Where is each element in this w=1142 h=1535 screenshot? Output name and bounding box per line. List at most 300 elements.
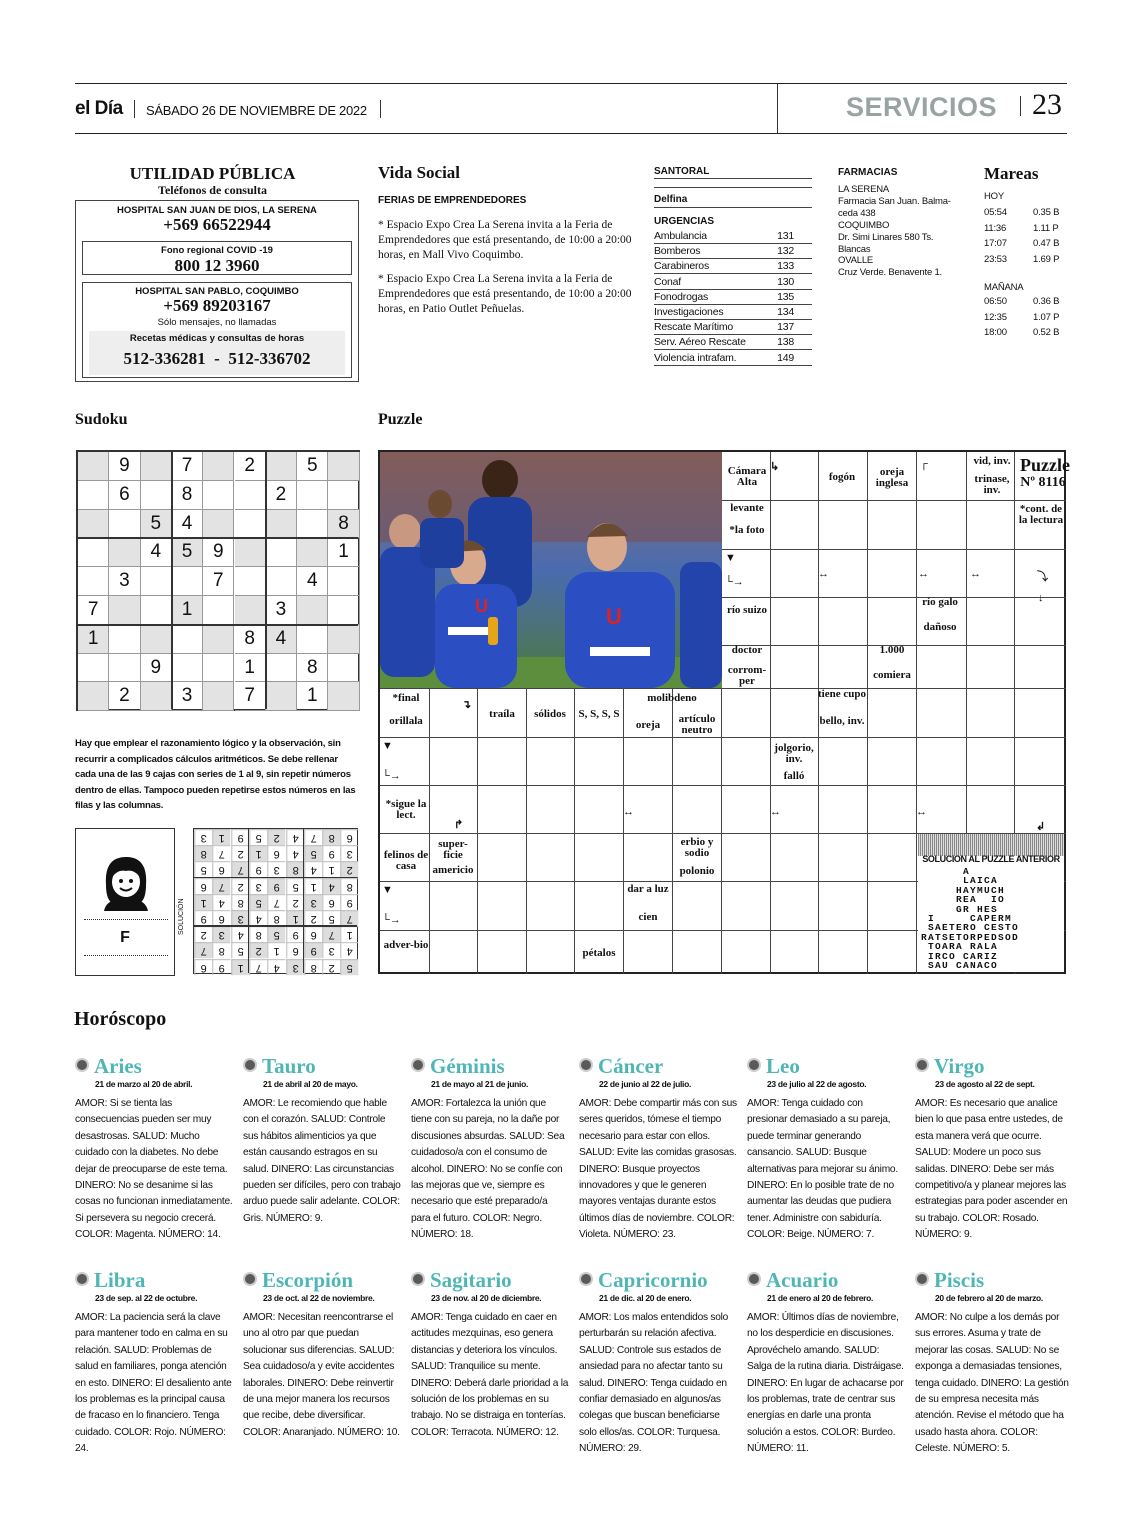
urgencia-number: 132 (777, 245, 794, 258)
solution-cell: 5 (249, 894, 267, 910)
puzzle-clue: bello, inv. (819, 715, 865, 727)
sudoku-instructions: Hay que emplear el razonamiento lógico y la observación, sin recurrir a complicados cálculos aritméticos. Se debe rellenar cada una de las 9 cajas con series de 1 al 9, sin repetir números dentro de ellas. Tampoco pueden repetirse estos números en las filas y las columnas. (75, 738, 356, 811)
vida-social-title: Vida Social (378, 163, 461, 182)
sudoku-cell (266, 510, 297, 539)
solution-cell: 6 (194, 878, 212, 894)
solution-header-pattern (918, 834, 1064, 856)
farmacia-line: Blancas (838, 243, 871, 255)
sign-text: AMOR: Los malos entendidos solo perturbarán su relación afectiva. SALUD: Controle sus estados de ansiedad para no afectar tanto su salud. DINERO: Tenga cuidado en confiar demasiado en algunos/as colegas que buscan beneficiarse solo ellos/as. COLOR: Turquesa. NÚMERO: 29. (579, 1312, 729, 1455)
marea-time: 17:07 (984, 238, 1007, 249)
solution-cell: 7 (267, 894, 285, 910)
puzzle-clue: corrom-per (727, 664, 767, 687)
utilidad-subtitle: Teléfonos de consulta (158, 183, 267, 197)
puzzle-clue: adver-bio (383, 939, 429, 951)
arrow-icon: ↔ (918, 568, 929, 580)
recetas-label: Recetas médicas y consultas de horas (129, 333, 305, 344)
solution-box-rule (194, 925, 357, 927)
arrow-icon: ↔ (818, 568, 829, 580)
sudoku-cell (328, 625, 359, 654)
sign-name: Libra (94, 1268, 146, 1292)
sudoku-cell (297, 596, 328, 625)
arrow-icon: ▼ (382, 884, 393, 896)
puzzle-grid-line (574, 688, 575, 974)
sudoku-cell: 4 (172, 510, 203, 539)
sudoku-cell (78, 682, 109, 711)
puzzle-clue: levante (730, 502, 764, 514)
sign-date: 21 de dic. al 20 de enero. (599, 1293, 692, 1303)
arrow-icon: ↔ (970, 568, 981, 580)
urgencia-name: Carabineros (654, 260, 709, 273)
solution-cell: 2 (231, 878, 249, 894)
sign-date: 21 de enero al 20 de febrero. (767, 1293, 874, 1303)
rule (654, 273, 812, 274)
arrow-icon: ↲ (1036, 821, 1046, 833)
puzzle-clue: comiera (873, 669, 911, 681)
solution-cell: 2 (231, 845, 249, 861)
header-date: SÁBADO 26 DE NOVIEMBRE DE 2022 (146, 103, 367, 118)
marea-time: 18:00 (984, 327, 1007, 338)
sudoku-cell (141, 625, 172, 654)
solution-cell: 6 (212, 861, 230, 877)
solution-cell: 8 (322, 829, 340, 845)
solucion-label: SOLUCIÓN (178, 898, 185, 935)
marea-value: 0.35 B (1033, 207, 1060, 218)
puzzle-clue: río galo (922, 596, 958, 608)
rule (654, 365, 812, 366)
sudoku-cell: 2 (266, 481, 297, 510)
sign-text: AMOR: Debe compartir más con sus seres queridos, tómese el tiempo necesario para estar con ellos. SALUD: Evite las comidas grasosas. DINERO: Busque proyectos innovadores y que le generen mayores ventajas durante estos últimos días de noviembre. COLOR: Violeta. NÚMERO: 23. (579, 1098, 737, 1241)
sudoku-solution-grid (193, 828, 358, 974)
arrow-icon: └→ (382, 914, 401, 926)
puzzle-grid-line (380, 737, 1066, 738)
solution-cell: 6 (304, 926, 322, 942)
arrow-icon: ┌ (920, 458, 928, 470)
solution-cell: 2 (304, 910, 322, 926)
solution-cell: 1 (322, 861, 340, 877)
puzzle-grid-line (477, 688, 478, 974)
rule (654, 304, 812, 305)
puzzle-grid-line (867, 452, 868, 974)
hospital-1-name: HOSPITAL SAN JUAN DE DIOS, LA SERENA (117, 205, 317, 216)
horoscopo-title: Horóscopo (74, 1008, 167, 1030)
arrow-icon: ↔ (916, 806, 927, 818)
puzzle-solution-row: LAICA (921, 875, 1006, 887)
puzzle-solution-box (918, 834, 1064, 972)
header-top-rule (75, 83, 1067, 84)
farmacia-line: ceda 438 (838, 207, 876, 219)
sudoku-cell: 2 (235, 452, 266, 481)
soccer-photo (380, 452, 722, 688)
sudoku-cell: 8 (172, 481, 203, 510)
puzzle-clue: dar a luz (627, 883, 669, 895)
solution-cell: 5 (340, 959, 358, 975)
solution-cell: 2 (322, 959, 340, 975)
sudoku-cell (109, 654, 140, 683)
puzzle-clue: falló (783, 770, 805, 782)
puzzle-grid-line (818, 452, 819, 974)
sudoku-cell: 1 (297, 682, 328, 711)
urgencia-number: 131 (777, 230, 794, 242)
sudoku-cell (78, 538, 109, 567)
sudoku-cell: 5 (172, 538, 203, 567)
sign-date: 23 de oct. al 22 de noviembre. (263, 1293, 375, 1303)
solution-cell: 9 (212, 959, 230, 975)
sudoku-cell (297, 538, 328, 567)
solution-cell: 7 (231, 861, 249, 877)
sudoku-cell: 3 (172, 682, 203, 711)
arrow-icon: ↔ (623, 806, 634, 818)
puzzle-clue: trinase, inv. (974, 473, 1010, 496)
puzzle-clue: sólidos (534, 708, 566, 720)
zodiac-sagitario-icon (411, 1272, 425, 1286)
sign-date: 23 de agosto al 22 de sept. (935, 1079, 1035, 1089)
rule (654, 258, 812, 259)
puzzle-grid-line (722, 500, 1066, 501)
covid-box (82, 241, 352, 275)
zodiac-virgo-icon (915, 1058, 929, 1072)
puzzle-solution-row: SAETERO CESTO (921, 922, 1020, 934)
sudoku-box-rule (265, 452, 267, 709)
header-bottom-rule (75, 133, 1067, 134)
woman-face-icon (96, 851, 156, 911)
marea-time: 23:53 (984, 253, 1007, 265)
solution-cell: 9 (249, 861, 267, 877)
solution-cell: 4 (249, 910, 267, 926)
solution-cell: 2 (340, 861, 358, 877)
solution-cell: 9 (304, 942, 322, 958)
puzzle-grid-line (429, 688, 430, 974)
horoscope-libra (75, 1268, 233, 1468)
marea-value: 1.07 P (1033, 311, 1060, 323)
solution-box-rule (303, 829, 305, 973)
sudoku-cell (203, 510, 234, 539)
solution-cell: 9 (322, 845, 340, 861)
solution-cell: 1 (267, 942, 285, 958)
puzzle-grid-line (380, 688, 1066, 689)
solution-cell: 7 (212, 845, 230, 861)
sign-text: AMOR: Fortalezca la unión que tiene con su pareja, no la dañe por discusiones absurdas. SALUD: Sea cuidadoso/a con el consumo de alcohol. DINERO: No se confíe con las mejoras que ve, siempre es necesario que esté preparado/a para el futuro. COLOR: Negro. NÚMERO: 18. (411, 1098, 565, 1241)
sudoku-cell (266, 654, 297, 683)
sudoku-cell (141, 682, 172, 711)
solution-cell: 2 (194, 926, 212, 942)
sudoku-cell (78, 567, 109, 596)
sudoku-cell (78, 654, 109, 683)
marea-value: 0.52 B (1033, 327, 1060, 338)
urgencia-number: 135 (777, 290, 794, 303)
solution-cell: 9 (231, 829, 249, 845)
puzzle-clue: Cámara Alta (727, 465, 767, 488)
puzzle-clue: traíla (489, 708, 515, 720)
urgencia-name: Violencia intrafam. (654, 351, 737, 364)
puzzle-grid-line (721, 688, 722, 974)
solution-cell: 3 (322, 942, 340, 958)
puzzle-clue: americio (432, 864, 474, 876)
sign-text: AMOR: Si se tienta las consecuencias pueden ser muy desastrosas. SALUD: Mucho cuidado con la diabetes. No debe dejar de preocuparse de este tema. DINERO: No se desanime si las cosas no funcionan inmediatamente. Si persevera su negocio crecerá. COLOR: Magenta. NÚMERO: 14. (75, 1098, 233, 1241)
sign-date: 23 de nov. al 20 de diciembre. (431, 1293, 542, 1303)
sign-text: AMOR: Le recomiendo que hable con el corazón. SALUD: Controle sus hábitos alimenticios ya que están causando estragos en su salud. DINERO: Las circunstancias pueden ser difíciles, pero con trabajo arduo puede salir adelante. COLOR: Gris. NÚMERO: 9. (243, 1098, 401, 1224)
farmacia-line: LA SERENA (838, 184, 890, 195)
sudoku-cell (235, 567, 266, 596)
solution-cell: 5 (286, 878, 304, 894)
puzzle-number: Nº 8116 (1020, 475, 1066, 490)
solution-cell: 6 (322, 894, 340, 910)
utilidad-title: UTILIDAD PÚBLICA (129, 164, 296, 183)
sudoku-cell (203, 452, 234, 481)
puzzle-clue: pétalos (582, 947, 616, 959)
urgencia-row (654, 352, 812, 364)
solution-cell: 9 (194, 910, 212, 926)
solution-cell: 6 (267, 845, 285, 861)
solution-cell: 8 (212, 942, 230, 958)
sudoku-cell (266, 567, 297, 596)
solution-cell: 8 (194, 845, 212, 861)
puzzle-solution-row: I CAPERM (921, 913, 1013, 924)
sudoku-cell (266, 682, 297, 711)
urgencia-name: Serv. Aéreo Rescate (654, 336, 746, 349)
urgencia-row (654, 230, 812, 242)
recetas-phones: 512-336281 - 512-336702 (123, 349, 311, 368)
farmacias-title: FARMACIAS (838, 167, 898, 178)
sign-date: 23 de sep. al 22 de octubre. (95, 1293, 198, 1303)
sign-name: Virgo (934, 1054, 985, 1078)
solution-cell: 2 (249, 942, 267, 958)
sudoku-cell: 7 (203, 567, 234, 596)
zodiac-leo-icon (747, 1058, 761, 1072)
puzzle-solution-row: TOARA RALA (921, 941, 999, 953)
puzzle-clue: artículo neutro (678, 713, 716, 736)
puzzle-clue: erbio y sodio (680, 836, 714, 859)
utilidad-box (75, 200, 359, 382)
solution-cell: 8 (340, 878, 358, 894)
sudoku-box-rule (171, 452, 173, 709)
sudoku-label: Sudoku (75, 411, 128, 428)
sign-name: Sagitario (430, 1268, 512, 1292)
arrow-icon: ↓ (1038, 592, 1044, 604)
header-divider (134, 100, 135, 118)
zodiac-aries-icon (75, 1058, 89, 1072)
solution-cell: 7 (249, 959, 267, 975)
santoral-label: SANTORAL (654, 166, 710, 177)
rule (654, 319, 812, 320)
sign-date: 21 de marzo al 20 de abril. (95, 1079, 193, 1089)
solution-cell: 1 (194, 894, 212, 910)
puzzle-clue: *final (392, 692, 420, 704)
santoral-name: Delfina (654, 194, 688, 205)
sudoku-cell: 3 (109, 567, 140, 596)
urgencia-number: 133 (777, 260, 794, 273)
sudoku-cell (235, 481, 266, 510)
solution-cell: 4 (304, 861, 322, 877)
letter-value: F (120, 929, 130, 946)
solution-cell: 3 (194, 829, 212, 845)
mareas-manana-label: MAÑANA (984, 282, 1024, 293)
dotted-line (84, 919, 168, 920)
sudoku-cell (328, 452, 359, 481)
arrow-icon: ↳ (770, 461, 780, 473)
sudoku-cell (328, 596, 359, 625)
zodiac-tauro-icon (243, 1058, 257, 1072)
sign-name: Acuario (766, 1268, 839, 1292)
sudoku-cell: 3 (266, 596, 297, 625)
puzzle-grid-line (722, 597, 1066, 598)
puzzle-label: Puzzle (378, 411, 423, 428)
sudoku-cell: 7 (235, 682, 266, 711)
puzzle-clue: orillala (389, 715, 423, 727)
zodiac-capricornio-icon (579, 1272, 593, 1286)
recetas-box (89, 331, 345, 375)
vida-social-p2: * Espacio Expo Crea La Serena invita a la Feria de Emprendedores que está presentando, de 10:00 a 20:00 horas, en Patio Outlet Peñuelas. (378, 273, 632, 315)
solution-cell: 6 (194, 959, 212, 975)
puzzle-clue: dañoso (923, 621, 957, 633)
sign-date: 21 de mayo al 21 de junio. (431, 1079, 529, 1089)
urgencia-number: 149 (777, 351, 794, 364)
sudoku-cell (141, 452, 172, 481)
sudoku-cell: 8 (235, 625, 266, 654)
sign-name: Piscis (934, 1268, 985, 1292)
sign-text: AMOR: No culpe a los demás por sus errores. Asuma y trate de mejorar las cosas. SALUD: No se exponga a demasiadas tensiones, tenga cuidado. DINERO: La gestión de su empresa necesita más atención. Revise el método que ha usado hasta ahora. COLOR: Celeste. NÚMERO: 5. (915, 1312, 1069, 1455)
sudoku-cell: 1 (78, 625, 109, 654)
svg-text:U: U (475, 596, 488, 616)
solution-cell: 3 (286, 959, 304, 975)
urgencia-number: 130 (777, 275, 794, 288)
sudoku-cell (141, 567, 172, 596)
sudoku-cell: 5 (297, 452, 328, 481)
brand-logo: el Día (75, 98, 123, 119)
sudoku-cell: 9 (141, 654, 172, 683)
solution-cell: 2 (267, 829, 285, 845)
hospital-2-note: Sólo mensajes, no llamadas (157, 317, 277, 328)
solution-cell: 5 (249, 829, 267, 845)
sudoku-cell: 8 (297, 654, 328, 683)
marea-value: 0.47 B (1033, 238, 1060, 249)
sudoku-cell (203, 682, 234, 711)
farmacia-line: Cruz Verde. Benavente 1. (838, 267, 942, 279)
sudoku-cell: 6 (109, 481, 140, 510)
section-title: SERVICIOS (846, 92, 998, 122)
arrow-icon: ↱ (454, 819, 464, 831)
solution-box-rule (248, 829, 250, 973)
arrow-icon: ↴ (462, 699, 472, 711)
puzzle-number-label: Puzzle (1020, 455, 1070, 475)
sign-name: Aries (94, 1054, 142, 1078)
urgencia-row (654, 260, 812, 272)
solution-cell: 8 (231, 894, 249, 910)
puzzle-clue: vid, inv. (973, 455, 1011, 467)
sudoku-cell (109, 538, 140, 567)
puzzle-clue: oreja (635, 719, 661, 731)
horoscope-capricornio (579, 1268, 737, 1468)
marea-time: 12:35 (984, 311, 1007, 323)
puzzle-solution-row: HAYMUCH (921, 884, 1006, 896)
sudoku-cell: 9 (109, 452, 140, 481)
horoscope-escorpión (243, 1268, 401, 1468)
sign-text: AMOR: Tenga cuidado en caer en actitudes mezquinas, eso genera distancias y deteriora los vínculos. SALUD: Tranquilice su mente. DINERO: Deberá darle prioridad a la solución de los problemas en su trabajo. No se distraiga en tonterías. COLOR: Terracota. NÚMERO: 12. (411, 1312, 569, 1438)
solution-cell: 6 (340, 829, 358, 845)
sudoku-cell (172, 625, 203, 654)
puzzle-clue: molibdeno (647, 692, 697, 704)
rule (654, 243, 812, 244)
sudoku-cell: 7 (78, 596, 109, 625)
zodiac-géminis-icon (411, 1058, 425, 1072)
solution-cell: 3 (249, 878, 267, 894)
sudoku-cell (328, 567, 359, 596)
puzzle-clue: cien (638, 911, 658, 923)
urgencia-row (654, 276, 812, 288)
header-divider (380, 100, 381, 118)
arrow-icon: ↔ (770, 806, 781, 818)
arrow-icon: ▼ (382, 740, 393, 752)
sign-text: AMOR: Es necesario que analice bien lo que pasa entre ustedes, de esta manera verá que ocurre. SALUD: Modere un poco sus salidas. DINERO: Debe ser más competitivo/a y planear mejores las estrategias para poder ascender en su trabajo. COLOR: Rosado. NÚMERO: 9. (915, 1098, 1068, 1241)
sign-text: AMOR: Últimos días de noviembre, no los desperdicie en discusiones. Aprovéchelo amando. SALUD: Salga de la rutina diaria. Distráigase. DINERO: En lugar de achacarse por los problemas, trate de centrar sus energías en darle una pronta solución a estos. COLOR: Burdeo. NÚMERO: 11. (747, 1312, 904, 1455)
sudoku-cell: 5 (141, 510, 172, 539)
sudoku-cell (203, 654, 234, 683)
hospital-1-phone: +569 66522944 (163, 215, 271, 234)
solution-cell: 5 (304, 845, 322, 861)
sudoku-cell: 9 (203, 538, 234, 567)
puzzle-clue: *cont. de la lectura (1018, 503, 1064, 526)
rule (654, 334, 812, 335)
urgencia-row (654, 336, 812, 348)
marea-value: 1.69 P (1033, 253, 1060, 265)
mareas-title: Mareas (984, 164, 1039, 183)
sudoku-cell: 8 (328, 510, 359, 539)
solution-cell: 3 (231, 910, 249, 926)
sign-name: Escorpión (262, 1268, 354, 1292)
horoscope-aries (75, 1054, 233, 1254)
zodiac-escorpión-icon (243, 1272, 257, 1286)
solution-cell: 9 (340, 894, 358, 910)
solution-cell: 7 (212, 878, 230, 894)
solution-cell: 2 (286, 894, 304, 910)
urgencia-number: 137 (777, 321, 794, 334)
farmacia-line: COQUIMBO (838, 219, 890, 231)
farmacia-line: OVALLE (838, 255, 874, 267)
covid-label: Fono regional COVID -19 (161, 245, 273, 256)
sudoku-cell (78, 481, 109, 510)
solution-cell: 8 (249, 926, 267, 942)
sudoku-cell (328, 682, 359, 711)
hospital-2-name: HOSPITAL SAN PABLO, COQUIMBO (135, 286, 299, 297)
sign-text: AMOR: Necesitan reencontrarse el uno al otro par que puedan solucionar sus diferencias. SALUD: Sea cuidadoso/a y evite accidentes laborales. DINERO: Debe reinvertir de una mejor manera los recursos que recibe, debe diversificar. COLOR: Anaranjado. NÚMERO: 10. (243, 1312, 400, 1438)
rule (654, 207, 812, 208)
solution-cell: 4 (286, 845, 304, 861)
sudoku-cell (109, 510, 140, 539)
solution-cell: 7 (304, 829, 322, 845)
urgencia-name: Conaf (654, 275, 682, 288)
urgencia-name: Investigaciones (654, 306, 724, 318)
solution-cell: 9 (267, 878, 285, 894)
solution-cell: 1 (340, 926, 358, 942)
sudoku-cell (141, 596, 172, 625)
sudoku-cell (203, 596, 234, 625)
page-number: 23 (1032, 88, 1062, 121)
sign-name: Tauro (262, 1054, 316, 1078)
covid-phone: 800 12 3960 (174, 256, 260, 275)
puzzle-clue: S, S, S, S (578, 708, 620, 720)
urgencia-row (654, 321, 812, 333)
dotted-line (84, 955, 168, 956)
solution-cell: 4 (322, 878, 340, 894)
arrow-icon: └→ (725, 576, 744, 588)
sudoku-cell (266, 452, 297, 481)
vida-social-subtitle: FERIAS DE EMPRENDEDORES (378, 195, 527, 206)
solution-cell: 7 (340, 910, 358, 926)
sign-text: AMOR: Tenga cuidado con presionar demasiado a su pareja, puede terminar generando cansancio. SALUD: Busque alternativas para mejorar su ánimo. DINERO: En lo posible trate de no aumentar las deudas que pudiera tener. Administre con sabiduría. COLOR: Beige. NÚMERO: 7. (747, 1098, 898, 1241)
sudoku-cell (235, 510, 266, 539)
puzzle-clue: oreja inglesa (875, 466, 909, 489)
sudoku-cell (297, 625, 328, 654)
solution-cell: 5 (322, 910, 340, 926)
